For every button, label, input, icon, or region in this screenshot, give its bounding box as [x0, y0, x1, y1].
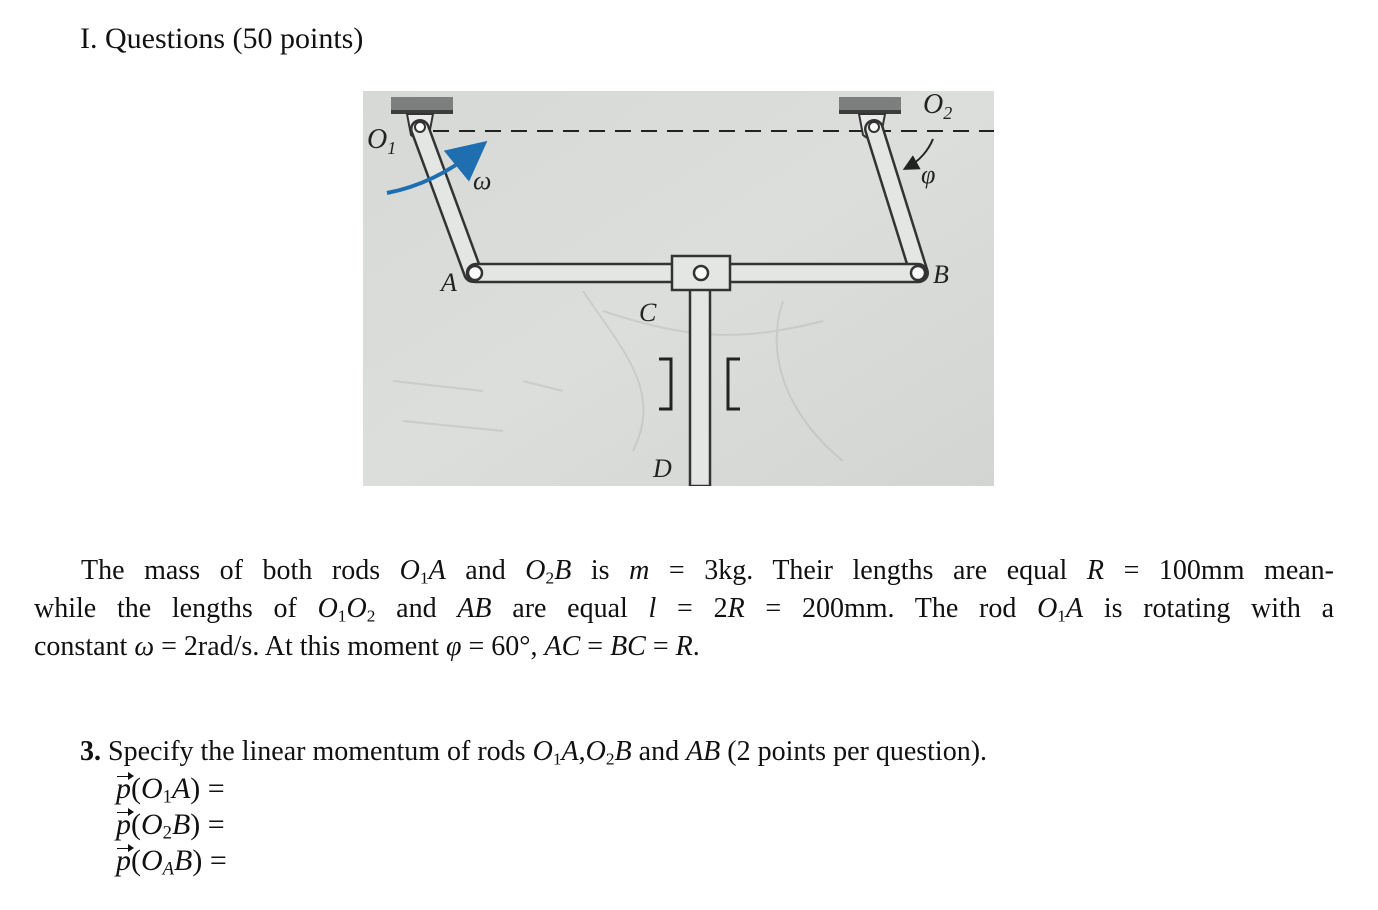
label-d: D: [653, 454, 672, 483]
label-c: C: [639, 298, 657, 327]
section-title: I. Questions (50 points): [80, 22, 364, 55]
question-3: [80, 733, 987, 879]
label-o2: $O_2$: [923, 91, 953, 123]
label-phi: φ: [921, 160, 936, 189]
answer-p-o1a: $p(O_1A)$ =: [116, 772, 225, 808]
problem-line-1: The mass of both rods $O_1A$ and $O_2B$ is m = 3kg. Their lengths are equal R = 100mm mean-: [81, 555, 1335, 588]
label-b: B: [933, 260, 949, 289]
pin-b: [911, 266, 925, 280]
pin-o2: [869, 122, 879, 132]
problem-line-2: while the lengths of $O_1O_2$ and AB are equal l = 2R = 200mm. The rod $O_1A$ is rotating with a: [34, 593, 1334, 626]
pin-o1: [415, 122, 425, 132]
pin-a: [468, 266, 482, 280]
mechanism-figure: [363, 91, 994, 486]
question-number: 3.: [80, 736, 101, 767]
answer-p-oab: $p(O_AB)$ =: [116, 844, 227, 880]
label-o1: $O_1$: [367, 124, 397, 158]
problem-statement: [34, 552, 1334, 666]
label-omega: ω: [473, 166, 492, 195]
answer-p-o2b: $p(O_2B)$ =: [116, 808, 225, 844]
problem-line-3: constant ω = 2rad/s. At this moment φ = 60°, AC = BC = R.: [34, 631, 700, 662]
rod-cd: [690, 283, 710, 486]
pin-c: [694, 266, 708, 280]
answer-list: [116, 771, 987, 879]
label-a: A: [441, 268, 457, 297]
question-3-prompt: 3. Specify the linear momentum of rods $O_1A,O_2B$ and AB (2 points per question).: [80, 736, 988, 769]
